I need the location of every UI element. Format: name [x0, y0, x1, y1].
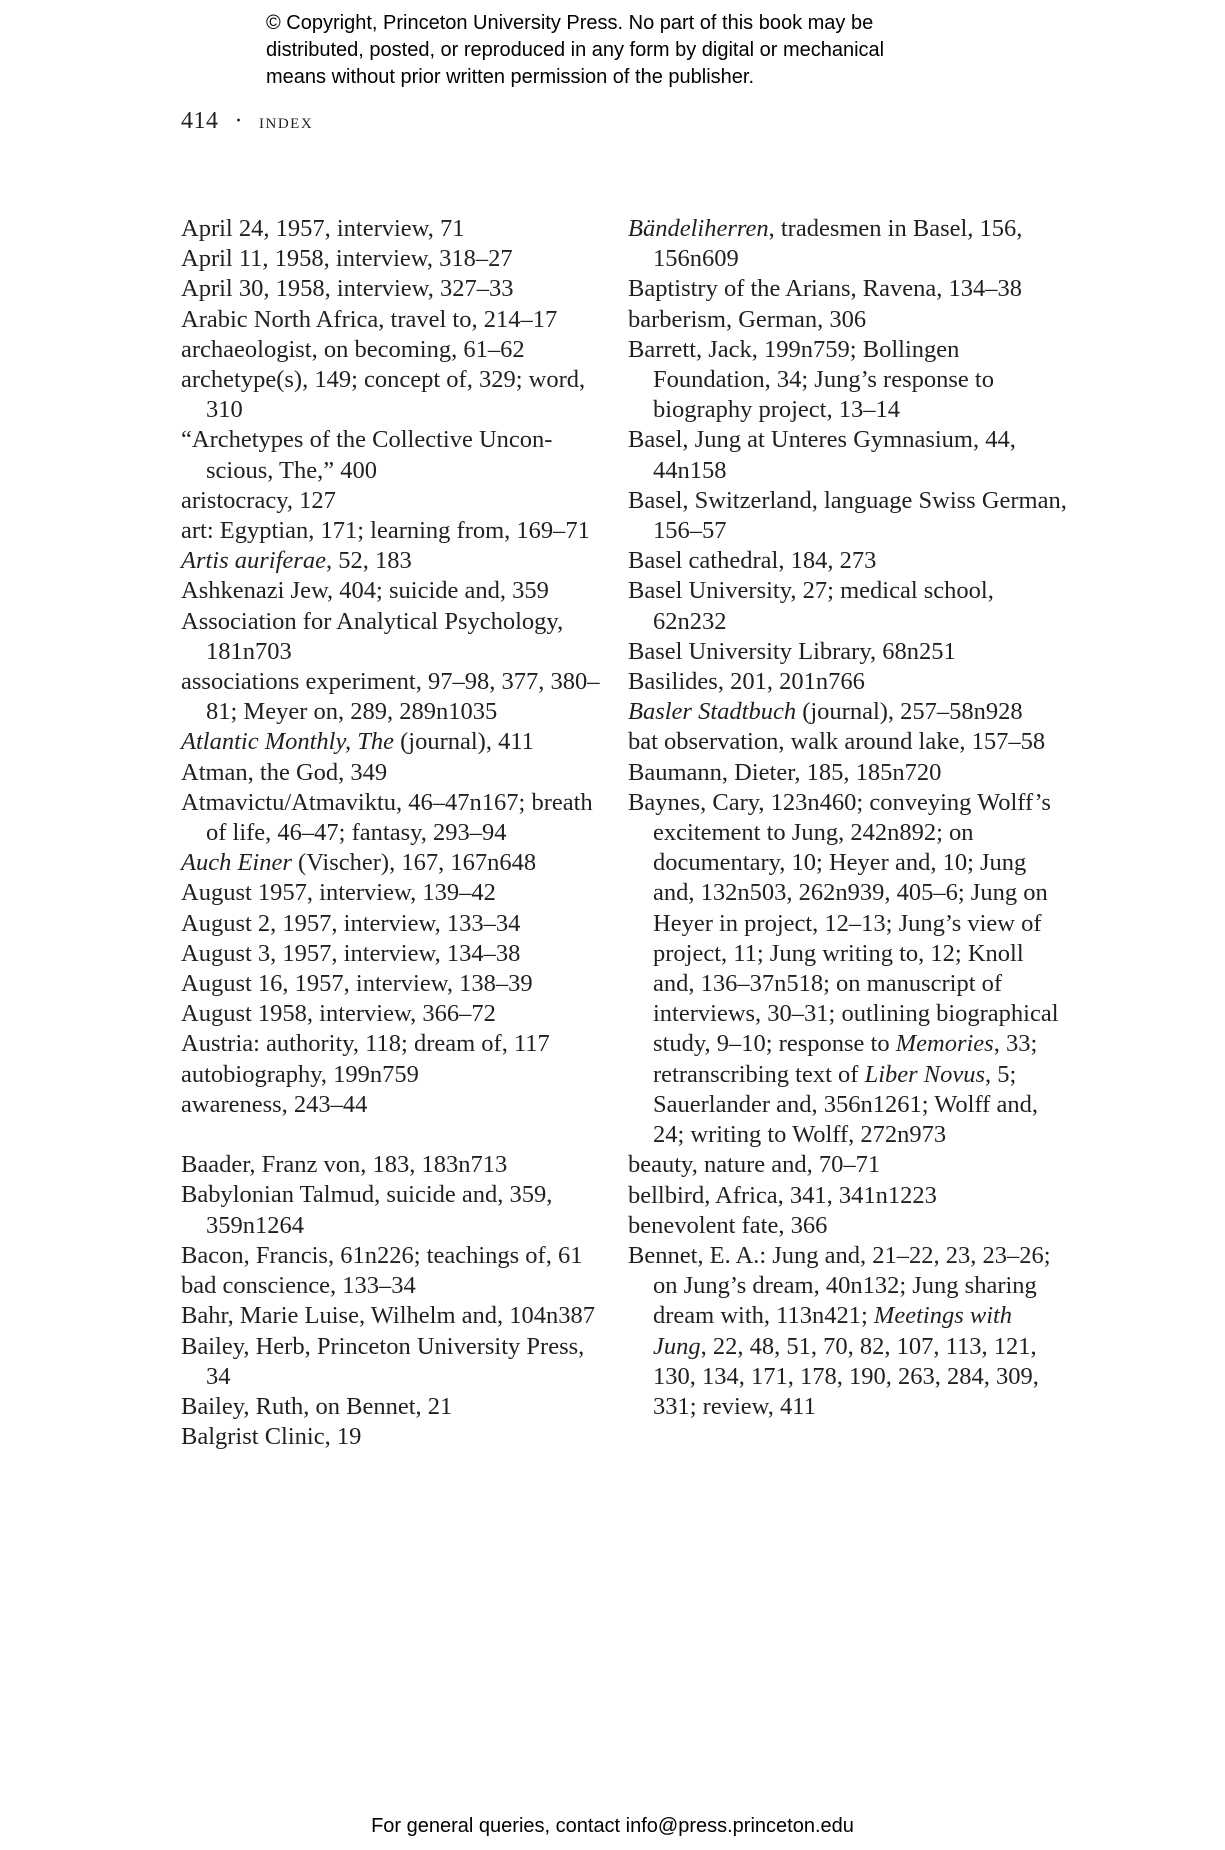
index-entry: Baynes, Cary, 123n460; conveying Wolff’s excitement to Jung, 242n892; on documentary, 10; Heyer and, 10; Jung and, 132n503, 262n939, 405–6; Jung on Heyer in project, 12–13; Jung’s view of project, 11; Jung writing to, 12; Knoll and, 136–37n518; on manuscript of interviews, 30–31; outlining biographical study, 9–10; response to Memories, 33; retranscribing text of Liber Novus, 5; Sauerlander and, 356n1261; Wolff and, 24; writing to Wolff, 272n973	[628, 788, 1059, 1149]
index-entry: associations experiment, 97–98, 377, 380–81; Meyer on, 289, 289n1035	[181, 668, 600, 726]
index-entry: Arabic North Africa, travel to, 214–17	[181, 305, 558, 333]
index-entry: bad conscience, 133–34	[181, 1272, 416, 1300]
index-column-left	[181, 214, 611, 1452]
index-entry: Ashkenazi Jew, 404; suicide and, 359	[181, 577, 549, 605]
index-entry-title: Memories	[895, 1030, 994, 1058]
index-entry: Balgrist Clinic, 19	[181, 1423, 362, 1451]
index-entry-title: Artis auriferae	[181, 547, 326, 575]
page-number: 414	[181, 108, 219, 134]
copyright-line: means without prior written permission of the publisher.	[266, 66, 755, 88]
index-entry: April 11, 1958, interview, 318–27	[181, 245, 513, 273]
index-entry-title: Bändeliherren	[628, 215, 769, 242]
index-entry: art: Egyptian, 171; learning from, 169–71	[181, 517, 590, 545]
index-entry: Atlantic Monthly, The (journal), 411	[181, 728, 534, 756]
index-entry: Bahr, Marie Luise, Wilhelm and, 104n387	[181, 1302, 595, 1330]
index-entry: Association for Analytical Psychology, 181n703	[181, 607, 564, 665]
index-entry: Barrett, Jack, 199n759; Bollingen Foundation, 34; Jung’s response to biography project, 13–14	[628, 335, 994, 424]
index-entry: Basilides, 201, 201n766	[628, 668, 865, 696]
index-entry: archetype(s), 149; concept of, 329; word, 310	[181, 366, 586, 424]
index-entry: Basel, Jung at Unteres Gymnasium, 44, 44n158	[628, 426, 1016, 484]
index-entry-title: Auch Einer	[181, 849, 292, 877]
index-entry: awareness, 243–44	[181, 1090, 368, 1118]
index-entry: Austria: authority, 118; dream of, 117	[181, 1030, 550, 1058]
index-entry: Basel cathedral, 184, 273	[628, 547, 877, 575]
index-entry: Babylonian Talmud, suicide and, 359, 359n1264	[181, 1181, 553, 1239]
index-entry: Bailey, Ruth, on Bennet, 21	[181, 1392, 453, 1420]
index-entry: August 16, 1957, interview, 138–39	[181, 970, 533, 998]
index-entry: Bennet, E. A.: Jung and, 21–22, 23, 23–26; on Jung’s dream, 40n132; Jung sharing dream with, 113n421; Meetings with Jung, 22, 48, 51, 70, 82, 107, 113, 121, 130, 134, 171, 178, 190, 263, 284, 309, 331; review, 411	[628, 1241, 1051, 1420]
index-column-right	[628, 214, 1068, 1422]
header-separator: ·	[234, 108, 243, 134]
index-entry: August 2, 1957, interview, 133–34	[181, 909, 521, 937]
index-entry: Bailey, Herb, Princeton University Press, 34	[181, 1332, 585, 1390]
index-entry: Atman, the God, 349	[181, 758, 388, 786]
index-entry-title: Atlantic Monthly, The	[181, 728, 394, 756]
index-entry: bat observation, walk around lake, 157–58	[628, 728, 1046, 756]
section-gap	[181, 1120, 611, 1150]
index-entry-title: Basler Stadtbuch	[628, 698, 797, 726]
index-entry: August 3, 1957, interview, 134–38	[181, 939, 521, 967]
index-entry: “Archetypes of the Collective Unconscious, The,” 400	[181, 426, 553, 484]
index-entry: archaeologist, on becoming, 61–62	[181, 335, 525, 363]
index-entry: beauty, nature and, 70–71	[628, 1151, 881, 1179]
index-entry: Basel, Switzerland, language Swiss German, 156–57	[628, 486, 1067, 545]
copyright-notice	[266, 10, 1026, 91]
index-entry-title: Liber Novus	[864, 1060, 986, 1088]
index-entry: Baader, Franz von, 183, 183n713	[181, 1151, 508, 1179]
index-entry: Atmavictu/Atmaviktu, 46–47n167; breath of life, 46–47; fantasy, 293–94	[181, 788, 593, 847]
index-entry: April 24, 1957, interview, 71	[181, 215, 465, 242]
index-entry: Bändeliherren, tradesmen in Basel, 156, 156n609	[628, 215, 1023, 273]
index-entry: Basel University, 27; medical school, 62n232	[628, 577, 994, 635]
section-title: index	[259, 108, 314, 133]
index-entry: benevolent fate, 366	[628, 1211, 828, 1239]
index-entry: Baptistry of the Arians, Ravena, 134–38	[628, 275, 1022, 303]
index-entry: Bacon, Francis, 61n226; teachings of, 61	[181, 1241, 583, 1269]
index-entry: Basler Stadtbuch (journal), 257–58n928	[628, 698, 1023, 726]
footer-contact: For general queries, contact info@press.princeton.edu	[371, 1815, 854, 1837]
index-entry: Basel University Library, 68n251	[628, 637, 956, 665]
index-entry: autobiography, 199n759	[181, 1060, 419, 1088]
index-entry: April 30, 1958, interview, 327–33	[181, 275, 514, 303]
index-entry: Baumann, Dieter, 185, 185n720	[628, 758, 942, 786]
copyright-line: © Copyright, Princeton University Press. No part of this book may be	[266, 12, 874, 34]
index-entry: August 1958, interview, 366–72	[181, 1000, 496, 1028]
index-entry: August 1957, interview, 139–42	[181, 879, 496, 907]
index-entry: bellbird, Africa, 341, 341n1223	[628, 1181, 937, 1209]
index-entry: Artis auriferae, 52, 183	[181, 547, 412, 575]
index-entry-title: Meetings with Jung	[653, 1302, 1013, 1360]
copyright-line: distributed, posted, or reproduced in any form by digital or mechanical	[266, 39, 885, 61]
running-head	[181, 108, 313, 135]
index-entry: Auch Einer (Vischer), 167, 167n648	[181, 849, 537, 877]
index-entry: barberism, German, 306	[628, 305, 867, 333]
index-entry: aristocracy, 127	[181, 486, 336, 514]
